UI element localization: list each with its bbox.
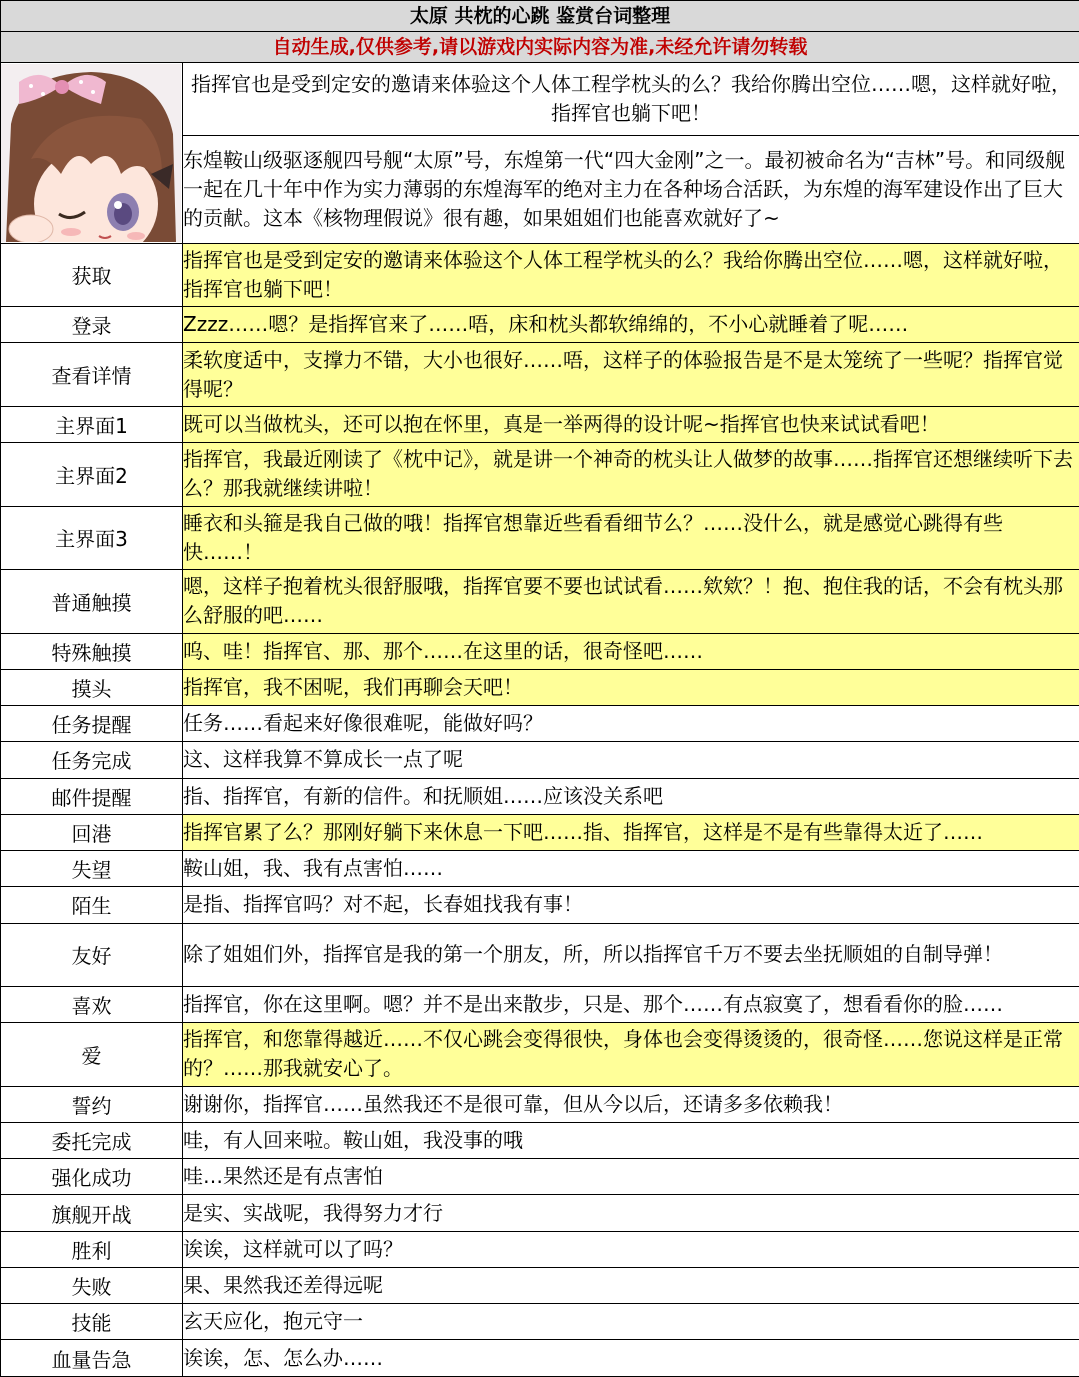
voice-line-label: 获取	[1, 243, 183, 306]
voice-line-label: 邮件提醒	[1, 778, 183, 814]
voice-line-text: 睡衣和头箍是我自己做的哦！指挥官想靠近些看看细节么？……没什么，就是感觉心跳得有些快……！	[183, 506, 1079, 569]
voice-line-label: 旗舰开战	[1, 1195, 183, 1231]
voice-line-row	[1, 1304, 1079, 1340]
voice-line-label: 普通触摸	[1, 570, 183, 633]
voice-line-row	[1, 742, 1079, 778]
voice-line-label: 失败	[1, 1267, 183, 1303]
voice-line-label: 爱	[1, 1023, 183, 1086]
voice-line-row	[1, 443, 1079, 506]
voice-line-text: 是指、指挥官吗？对不起，长春姐找我有事！	[183, 887, 1079, 923]
voice-line-text: 指挥官，我不困呢，我们再聊会天吧！	[183, 669, 1079, 705]
voice-line-text: 玄天应化，抱元守一	[183, 1304, 1079, 1340]
voice-line-row	[1, 851, 1079, 887]
voice-line-row	[1, 343, 1079, 406]
voice-line-label: 主界面2	[1, 443, 183, 506]
voice-line-label: 查看详情	[1, 343, 183, 406]
voice-line-label: 强化成功	[1, 1159, 183, 1195]
voice-line-row	[1, 706, 1079, 742]
voice-line-row	[1, 406, 1079, 442]
voice-line-text: 这、这样我算不算成长一点了呢	[183, 742, 1079, 778]
voice-line-row	[1, 243, 1079, 306]
voice-line-label: 摸头	[1, 669, 183, 705]
voice-line-text: 除了姐姐们外，指挥官是我的第一个朋友，所，所以指挥官千万不要去坐抚顺姐的自制导弹！	[183, 923, 1079, 986]
voice-line-row	[1, 633, 1079, 669]
voice-line-row	[1, 1159, 1079, 1195]
voice-line-label: 回港	[1, 814, 183, 850]
voice-line-text: 嗯，这样子抱着枕头很舒服哦，指挥官要不要也试试看……欸欸？！抱、抱住我的话，不会有枕头那么舒服的吧……	[183, 570, 1079, 633]
intro-description: 东煌鞍山级驱逐舰四号舰“太原”号，东煌第一代“四大金刚”之一。最初被命名为“吉林”号。和同级舰一起在几十年中作为实力薄弱的东煌海军的绝对主力在各种场合活跃，为东煌的海军建设作出了巨大的贡献。这本《核物理假说》很有趣，如果姐姐们也能喜欢就好了~	[183, 135, 1079, 243]
voice-line-text: 既可以当做枕头，还可以抱在怀里，真是一举两得的设计呢~指挥官也快来试试看吧！	[183, 406, 1079, 442]
voice-line-text: 鞍山姐，我、我有点害怕……	[183, 851, 1079, 887]
voice-line-text: 诶诶，怎、怎么办……	[183, 1340, 1079, 1377]
voice-line-row	[1, 1023, 1079, 1086]
voice-line-text: 指挥官也是受到定安的邀请来体验这个人体工程学枕头的么？我给你腾出空位……嗯，这样就好啦，指挥官也躺下吧！	[183, 243, 1079, 306]
voice-line-text: 指挥官，和您靠得越近……不仅心跳会变得很快，身体也会变得烫烫的，很奇怪……您说这样是正常的？……那我就安心了。	[183, 1023, 1079, 1086]
voice-line-row	[1, 1086, 1079, 1122]
voice-line-row	[1, 1340, 1079, 1377]
voice-line-label: 陌生	[1, 887, 183, 923]
voice-line-label: 登录	[1, 307, 183, 343]
voice-line-row	[1, 986, 1079, 1022]
voice-line-text: Zzzz……嗯？是指挥官来了……唔，床和枕头都软绵绵的，不小心就睡着了呢……	[183, 307, 1079, 343]
voice-line-label: 喜欢	[1, 986, 183, 1022]
voice-line-label: 任务完成	[1, 742, 183, 778]
voice-line-label: 技能	[1, 1304, 183, 1340]
voice-line-label: 誓约	[1, 1086, 183, 1122]
voice-line-text: 指挥官，你在这里啊。嗯？并不是出来散步，只是、那个……有点寂寞了，想看看你的脸……	[183, 986, 1079, 1022]
voice-line-row	[1, 669, 1079, 705]
voice-line-text: 是实、实战呢，我得努力才行	[183, 1195, 1079, 1231]
page-title: 太原 共枕的心跳 鉴赏台词整理	[1, 1, 1079, 32]
voice-line-text: 哇，有人回来啦。鞍山姐，我没事的哦	[183, 1122, 1079, 1158]
voice-line-row	[1, 1195, 1079, 1231]
voice-line-row	[1, 506, 1079, 569]
voice-line-row	[1, 307, 1079, 343]
voice-line-label: 主界面1	[1, 406, 183, 442]
voice-line-label: 友好	[1, 923, 183, 986]
voice-line-label: 委托完成	[1, 1122, 183, 1158]
voice-line-text: 指挥官，我最近刚读了《枕中记》，就是讲一个神奇的枕头让人做梦的故事……指挥官还想继续听下去么？那我就继续讲啦！	[183, 443, 1079, 506]
voice-line-text: 呜、哇！指挥官、那、那个……在这里的话，很奇怪吧……	[183, 633, 1079, 669]
intro-greeting: 指挥官也是受到定安的邀请来体验这个人体工程学枕头的么？我给你腾出空位……嗯，这样就好啦，指挥官也躺下吧！	[183, 63, 1079, 136]
voice-line-text: 指、指挥官，有新的信件。和抚顺姐……应该没关系吧	[183, 778, 1079, 814]
voice-line-text: 哇…果然还是有点害怕	[183, 1159, 1079, 1195]
voice-line-label: 胜利	[1, 1231, 183, 1267]
voice-line-row	[1, 1231, 1079, 1267]
character-portrait-art	[1, 64, 181, 242]
voice-line-label: 主界面3	[1, 506, 183, 569]
voice-line-label: 失望	[1, 851, 183, 887]
voice-line-row	[1, 570, 1079, 633]
voice-line-label: 任务提醒	[1, 706, 183, 742]
disclaimer-text: 自动生成,仅供参考,请以游戏内实际内容为准,未经允许请勿转载	[1, 32, 1079, 63]
voice-line-text: 柔软度适中，支撑力不错，大小也很好……唔，这样子的体验报告是不是太笼统了一些呢？指挥官觉得呢？	[183, 343, 1079, 406]
voice-line-row	[1, 923, 1079, 986]
voice-line-row	[1, 1267, 1079, 1303]
voice-line-text: 果、果然我还差得远呢	[183, 1267, 1079, 1303]
voice-line-label: 血量告急	[1, 1340, 183, 1377]
voice-line-text: 指挥官累了么？那刚好躺下来休息一下吧……指、指挥官，这样是不是有些靠得太近了……	[183, 814, 1079, 850]
voice-line-text: 任务……看起来好像很难呢，能做好吗？	[183, 706, 1079, 742]
voice-line-text: 诶诶，这样就可以了吗？	[183, 1231, 1079, 1267]
voice-line-row	[1, 887, 1079, 923]
voice-line-row	[1, 778, 1079, 814]
voice-line-label: 特殊触摸	[1, 633, 183, 669]
voice-line-row	[1, 814, 1079, 850]
character-portrait	[1, 63, 183, 243]
voice-line-row	[1, 1122, 1079, 1158]
voice-line-text: 谢谢你，指挥官……虽然我还不是很可靠，但从今以后，还请多多依赖我！	[183, 1086, 1079, 1122]
